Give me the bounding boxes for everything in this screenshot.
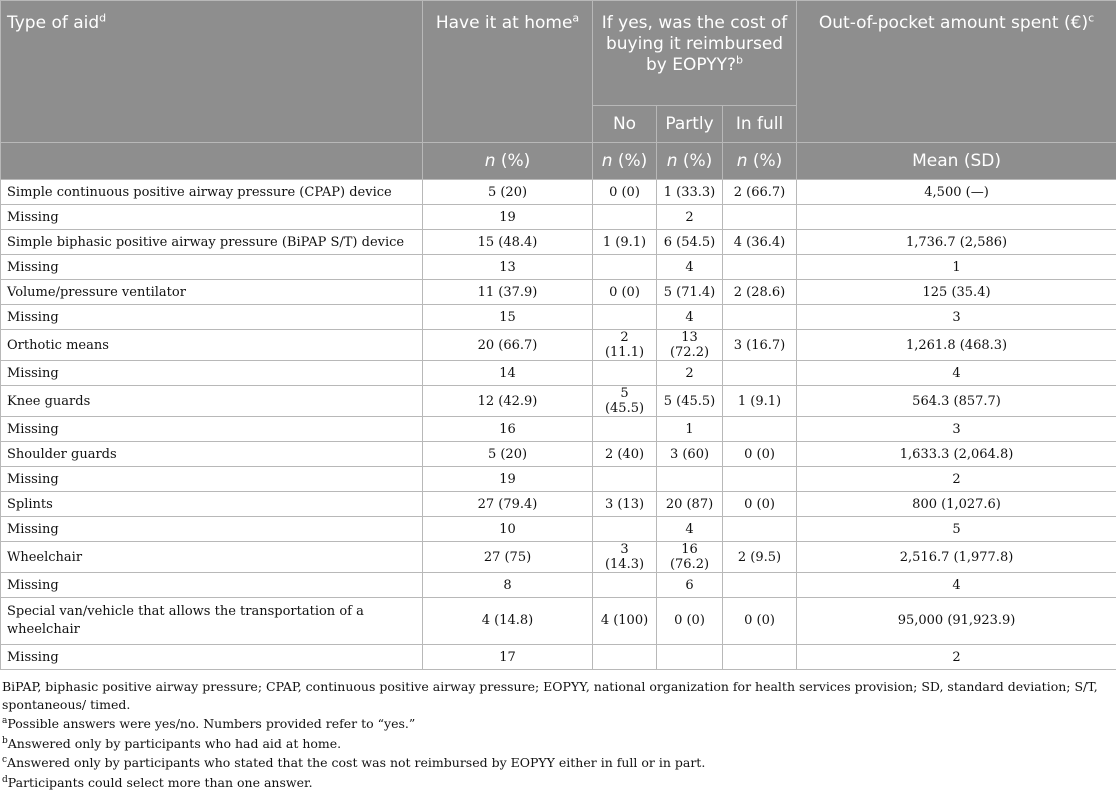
- table-row: [1, 386, 1116, 417]
- cell-out-of-pocket: 1: [797, 255, 1116, 280]
- cell-reimbursed-no: 0 (0): [593, 280, 657, 305]
- header-have-at-home: Have it at home$^a$: [423, 1, 593, 143]
- cell-reimbursed-partly: 16 (76.2): [657, 542, 723, 573]
- cell-reimbursed-in-full: [723, 517, 797, 542]
- cell-reimbursed-no: [593, 361, 657, 386]
- cell-reimbursed-partly: 6 (54.5): [657, 230, 723, 255]
- table-header: [1, 1, 1116, 180]
- cell-have-at-home: 13: [423, 255, 593, 280]
- cell-type: Missing: [1, 255, 423, 280]
- cell-reimbursed-in-full: 0 (0): [723, 492, 797, 517]
- table-row: [1, 573, 1116, 598]
- cell-reimbursed-in-full: 1 (9.1): [723, 386, 797, 417]
- header-units-no: n (%): [593, 143, 657, 180]
- cell-have-at-home: 16: [423, 417, 593, 442]
- cell-type: Wheelchair: [1, 542, 423, 573]
- cell-reimbursed-partly: 4: [657, 305, 723, 330]
- cell-reimbursed-no: 5 (45.5): [593, 386, 657, 417]
- cell-reimbursed-partly: 13 (72.2): [657, 330, 723, 361]
- cell-have-at-home: 14: [423, 361, 593, 386]
- cell-reimbursed-in-full: 3 (16.7): [723, 330, 797, 361]
- cell-type: Knee guards: [1, 386, 423, 417]
- cell-reimbursed-partly: 0 (0): [657, 598, 723, 645]
- table-row: [1, 492, 1116, 517]
- cell-reimbursed-partly: 5 (45.5): [657, 386, 723, 417]
- table-row: [1, 180, 1116, 205]
- cell-reimbursed-no: 4 (100): [593, 598, 657, 645]
- cell-have-at-home: 15: [423, 305, 593, 330]
- cell-type: Simple continuous positive airway pressure (CPAP) device: [1, 180, 423, 205]
- cell-have-at-home: 19: [423, 205, 593, 230]
- header-units-partly: n (%): [657, 143, 723, 180]
- cell-have-at-home: 10: [423, 517, 593, 542]
- cell-reimbursed-partly: 20 (87): [657, 492, 723, 517]
- table-row: [1, 205, 1116, 230]
- cell-reimbursed-in-full: 4 (36.4): [723, 230, 797, 255]
- cell-reimbursed-no: 2 (11.1): [593, 330, 657, 361]
- cell-have-at-home: 27 (79.4): [423, 492, 593, 517]
- table-row: [1, 645, 1116, 670]
- cell-type: Splints: [1, 492, 423, 517]
- header-sub-no: No: [593, 106, 657, 143]
- cell-out-of-pocket: 3: [797, 417, 1116, 442]
- cell-reimbursed-partly: 5 (71.4): [657, 280, 723, 305]
- cell-reimbursed-in-full: [723, 467, 797, 492]
- table-row: [1, 361, 1116, 386]
- cell-have-at-home: 8: [423, 573, 593, 598]
- cell-reimbursed-partly: 2: [657, 205, 723, 230]
- table-row: [1, 542, 1116, 573]
- cell-reimbursed-partly: 1 (33.3): [657, 180, 723, 205]
- cell-reimbursed-no: 3 (13): [593, 492, 657, 517]
- cell-out-of-pocket: 2: [797, 467, 1116, 492]
- cell-reimbursed-no: [593, 645, 657, 670]
- table-row: [1, 230, 1116, 255]
- cell-reimbursed-in-full: 0 (0): [723, 598, 797, 645]
- cell-have-at-home: 5 (20): [423, 442, 593, 467]
- cell-reimbursed-in-full: [723, 205, 797, 230]
- cell-reimbursed-in-full: [723, 645, 797, 670]
- cell-reimbursed-in-full: 2 (9.5): [723, 542, 797, 573]
- cell-reimbursed-no: 1 (9.1): [593, 230, 657, 255]
- cell-out-of-pocket: 1,261.8 (468.3): [797, 330, 1116, 361]
- table-row: [1, 330, 1116, 361]
- table-row: [1, 598, 1116, 645]
- cell-type: Missing: [1, 573, 423, 598]
- cell-reimbursed-partly: 3 (60): [657, 442, 723, 467]
- cell-reimbursed-in-full: [723, 255, 797, 280]
- cell-out-of-pocket: 2: [797, 645, 1116, 670]
- cell-reimbursed-partly: 4: [657, 517, 723, 542]
- cell-out-of-pocket: 1,736.7 (2,586): [797, 230, 1116, 255]
- cell-reimbursed-partly: 6: [657, 573, 723, 598]
- header-type-of-aid: Type of aid$^d$: [1, 1, 423, 143]
- table-row: [1, 467, 1116, 492]
- cell-have-at-home: 11 (37.9): [423, 280, 593, 305]
- cell-out-of-pocket: 5: [797, 517, 1116, 542]
- header-units-mean-sd: Mean (SD): [797, 143, 1116, 180]
- cell-reimbursed-no: [593, 205, 657, 230]
- cell-out-of-pocket: 95,000 (91,923.9): [797, 598, 1116, 645]
- footnote-d: $^d$Participants could select more than one answer.: [2, 772, 1114, 792]
- cell-out-of-pocket: 800 (1,027.6): [797, 492, 1116, 517]
- footnote-abbreviations: BiPAP, biphasic positive airway pressure; CPAP, continuous positive airway pressure; EOPYY, national organization for health services provision; SD, standard deviation; S/T, spontaneous/ timed.: [2, 678, 1114, 713]
- cell-type: Missing: [1, 645, 423, 670]
- cell-have-at-home: 15 (48.4): [423, 230, 593, 255]
- header-units-type: [1, 143, 423, 180]
- cell-reimbursed-in-full: 2 (66.7): [723, 180, 797, 205]
- cell-reimbursed-partly: 1: [657, 417, 723, 442]
- cell-out-of-pocket: 4: [797, 573, 1116, 598]
- cell-reimbursed-partly: 4: [657, 255, 723, 280]
- cell-reimbursed-no: [593, 467, 657, 492]
- cell-type: Missing: [1, 205, 423, 230]
- cell-type: Special van/vehicle that allows the transportation of a wheelchair: [1, 598, 423, 645]
- cell-reimbursed-in-full: [723, 361, 797, 386]
- cell-reimbursed-partly: [657, 467, 723, 492]
- table-row: [1, 280, 1116, 305]
- cell-type: Missing: [1, 417, 423, 442]
- table-footnotes: [0, 670, 1116, 792]
- cell-reimbursed-no: 2 (40): [593, 442, 657, 467]
- cell-out-of-pocket: 2,516.7 (1,977.8): [797, 542, 1116, 573]
- cell-have-at-home: 5 (20): [423, 180, 593, 205]
- cell-type: Missing: [1, 517, 423, 542]
- cell-type: Simple biphasic positive airway pressure (BiPAP S/T) device: [1, 230, 423, 255]
- cell-have-at-home: 17: [423, 645, 593, 670]
- cell-reimbursed-no: [593, 255, 657, 280]
- cell-out-of-pocket: [797, 205, 1116, 230]
- cell-out-of-pocket: 4,500 (—): [797, 180, 1116, 205]
- cell-reimbursed-in-full: [723, 573, 797, 598]
- cell-reimbursed-no: [593, 517, 657, 542]
- cell-have-at-home: 4 (14.8): [423, 598, 593, 645]
- table-row: [1, 305, 1116, 330]
- cell-type: Missing: [1, 361, 423, 386]
- cell-reimbursed-in-full: [723, 417, 797, 442]
- table-row: [1, 517, 1116, 542]
- cell-have-at-home: 27 (75): [423, 542, 593, 573]
- header-units-full: n (%): [723, 143, 797, 180]
- cell-type: Orthotic means: [1, 330, 423, 361]
- cell-out-of-pocket: 125 (35.4): [797, 280, 1116, 305]
- cell-reimbursed-in-full: 2 (28.6): [723, 280, 797, 305]
- cell-reimbursed-no: 3 (14.3): [593, 542, 657, 573]
- cell-reimbursed-no: [593, 305, 657, 330]
- table-row: [1, 442, 1116, 467]
- footnote-a: $^a$Possible answers were yes/no. Numbers provided refer to “yes.”: [2, 713, 1114, 733]
- header-units-home: n (%): [423, 143, 593, 180]
- table-row: [1, 417, 1116, 442]
- header-reimbursed: If yes, was the cost of buying it reimbursed by EOPYY?$^b$: [593, 1, 797, 106]
- cell-reimbursed-partly: [657, 645, 723, 670]
- table-row: [1, 255, 1116, 280]
- cell-reimbursed-in-full: 0 (0): [723, 442, 797, 467]
- cell-reimbursed-partly: 2: [657, 361, 723, 386]
- cell-out-of-pocket: 4: [797, 361, 1116, 386]
- cell-out-of-pocket: 3: [797, 305, 1116, 330]
- cell-type: Missing: [1, 467, 423, 492]
- cell-reimbursed-no: [593, 417, 657, 442]
- cell-reimbursed-in-full: [723, 305, 797, 330]
- cell-type: Missing: [1, 305, 423, 330]
- header-sub-in-full: In full: [723, 106, 797, 143]
- cell-type: Shoulder guards: [1, 442, 423, 467]
- cell-reimbursed-no: 0 (0): [593, 180, 657, 205]
- cell-have-at-home: 12 (42.9): [423, 386, 593, 417]
- footnote-c: $^c$Answered only by participants who stated that the cost was not reimbursed by EOPYY either in full or in part.: [2, 752, 1114, 772]
- header-out-of-pocket: Out-of-pocket amount spent (€)$^c$: [797, 1, 1116, 143]
- cell-have-at-home: 20 (66.7): [423, 330, 593, 361]
- cell-type: Volume/pressure ventilator: [1, 280, 423, 305]
- cell-out-of-pocket: 1,633.3 (2,064.8): [797, 442, 1116, 467]
- cell-reimbursed-no: [593, 573, 657, 598]
- header-sub-partly: Partly: [657, 106, 723, 143]
- footnote-b: $^b$Answered only by participants who had aid at home.: [2, 733, 1114, 753]
- cell-out-of-pocket: 564.3 (857.7): [797, 386, 1116, 417]
- cell-have-at-home: 19: [423, 467, 593, 492]
- table-body: [1, 180, 1116, 670]
